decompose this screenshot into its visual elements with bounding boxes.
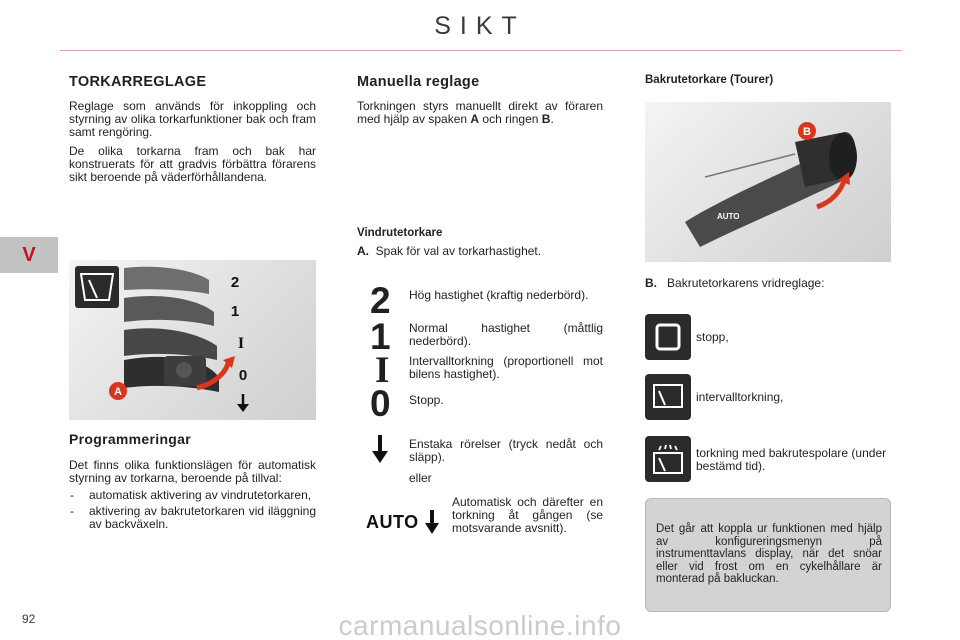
rear-intermittent-text: intervalltorkning, (696, 390, 784, 404)
speed-1-text: Normal hastighet (måttlig nederbörd). (409, 321, 603, 348)
manual-intro-mid: och ringen (479, 112, 542, 126)
callout-a-label: A (114, 386, 122, 398)
manual-intro-end: . (550, 112, 554, 126)
manual-controls-heading: Manuella reglage (357, 74, 480, 90)
stop-square-icon (645, 314, 691, 360)
ring-b-text: Bakrutetorkarens vridreglage: (667, 276, 825, 290)
watermark: carmanualsonline.info (338, 610, 622, 640)
auto-icon: AUTO (366, 512, 419, 532)
stalk-positions-graphic (124, 267, 235, 392)
single-wipe-text: Enstaka rörelser (tryck nedåt och släpp). (409, 437, 603, 464)
intermittent-icon: I (375, 350, 390, 391)
programming-intro: Det finns olika funktionslägen för automatisk styrning av torkarna, beroende på tillval: (69, 458, 316, 485)
position-2-label: 2 (230, 274, 240, 291)
ring-b-graphic (685, 132, 857, 247)
stop-0-icon: 0 (370, 383, 391, 424)
page-number: 92 (22, 612, 36, 626)
auto-arrow-icon (425, 510, 439, 534)
auto-text: Automatisk och därefter en torkning åt gången (se motsvarande avsnitt). (452, 495, 603, 535)
manual-intro-start: Torkningen styrs manuellt direkt av föraren med hjälp av spaken (357, 99, 603, 126)
programming-heading: Programmeringar (69, 431, 191, 447)
down-arrow-icon (237, 394, 249, 412)
position-0-label: 0 (238, 367, 248, 384)
chapter-tab-label: V (22, 243, 36, 266)
ring-b-description (645, 277, 895, 290)
intro-paragraph-2: De olika torkarna fram och bak har konstruerats för att gradvis förbättra förarens sikt beroende på väderförhållandena. (69, 144, 316, 184)
intro-text (69, 100, 316, 184)
chapter-tab[interactable] (0, 237, 58, 273)
programming-section (69, 459, 316, 531)
rear-washer-text: torkning med bakrutespolare (under bestämd tid). (696, 446, 887, 473)
programming-item-1: - automatisk aktivering av vindrutetorkaren, (69, 489, 316, 502)
or-text: eller (409, 471, 432, 485)
rear-wiper-icon (645, 374, 691, 420)
wiper-controls-heading: TORKARREGLAGE (69, 74, 207, 90)
rear-wiper-ring-photo (645, 102, 891, 262)
windscreen-wiper-heading: Vindrutetorkare (357, 227, 443, 239)
windscreen-wiper-icon (75, 266, 119, 308)
programming-item-2: - aktivering av bakrutetorkaren vid iläggning av backväxeln. (69, 505, 316, 531)
lever-a-description (357, 245, 607, 258)
speed-2-text: Hög hastighet (kraftig nederbörd). (409, 288, 589, 302)
position-i-label: I (237, 335, 245, 352)
ring-b-label: B. (645, 276, 657, 290)
page-title: SIKT (434, 12, 526, 40)
speed-2-icon: 2 (370, 280, 391, 321)
single-wipe-arrow-icon (372, 435, 388, 463)
stop-text: Stopp. (409, 393, 444, 407)
rear-stop-text: stopp, (696, 330, 729, 344)
lever-a-text: Spak för val av torkarhastighet. (375, 244, 542, 258)
position-1-label: 1 (230, 303, 240, 320)
info-note-text: Det går att koppla ur funktionen med hjälp av konfigureringsmenyn på instrumenttavlans display, när det snöar eller vid frost om en cykelhållare är monterad på bakluckan. (656, 523, 882, 586)
auto-position-label: AUTO (717, 212, 740, 221)
lever-a-label: A. (357, 244, 369, 258)
speed-1-icon: 1 (370, 316, 391, 357)
programming-list (69, 489, 316, 531)
intro-paragraph-1: Reglage som används för inkoppling och styrning av olika torkarfunktioner bak och fram samt rengöring. (69, 99, 316, 139)
rear-wiper-heading: Bakrutetorkare (Tourer) (645, 74, 774, 86)
info-note-box (645, 498, 891, 612)
rear-wiper-washer-icon (645, 436, 691, 482)
callout-b-label: B (803, 126, 811, 138)
intermittent-text: Intervalltorkning (proportionell mot bilens hastighet). (409, 354, 603, 381)
manual-intro (357, 100, 603, 126)
wiper-stalk-photo (69, 260, 316, 420)
title-divider (60, 50, 902, 51)
lever-a-ref: A (470, 112, 480, 126)
ring-b-ref: B (541, 112, 551, 126)
